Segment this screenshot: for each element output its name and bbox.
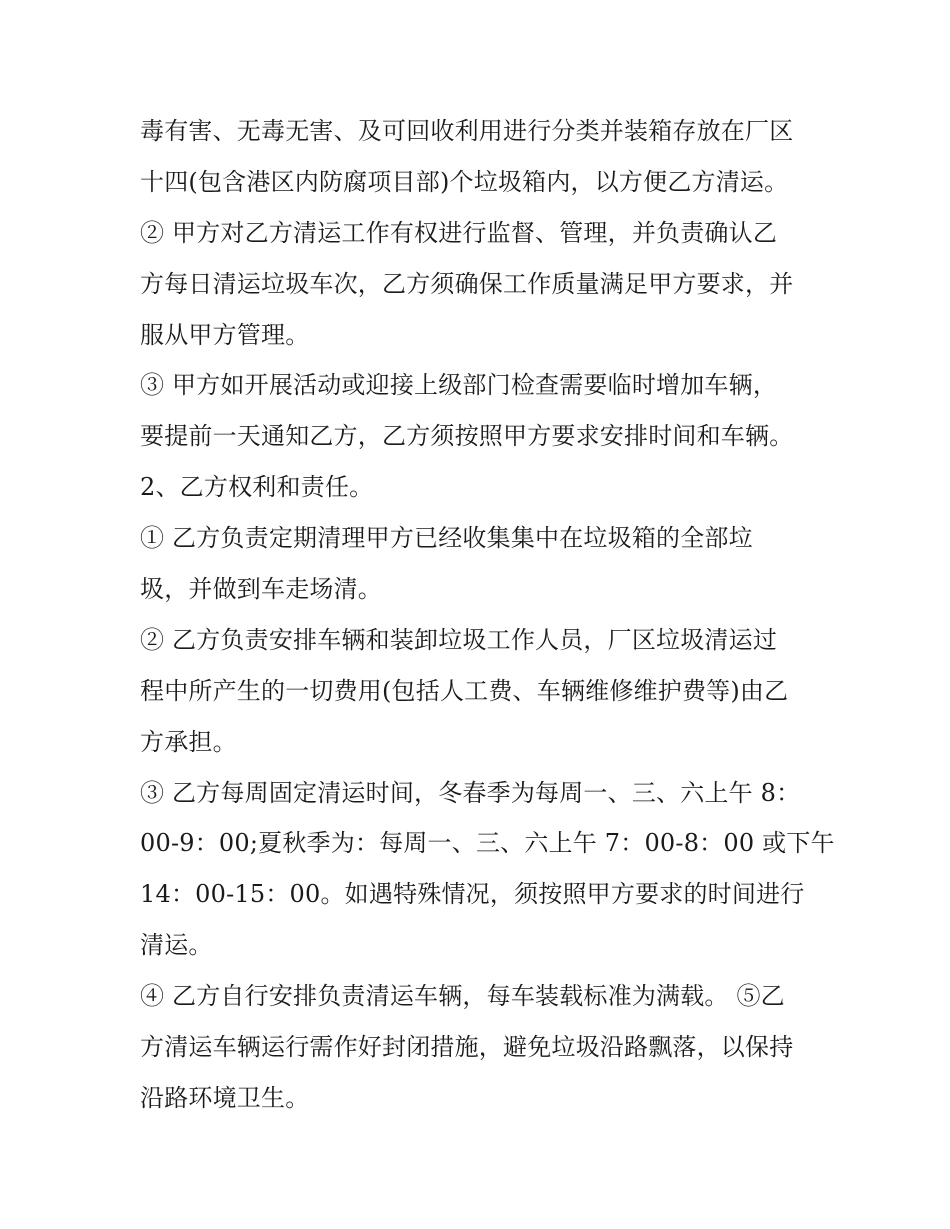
text-line: 14：00-15：00。如遇特殊情况，须按照甲方要求的时间进行 <box>140 880 805 909</box>
text-line: ③ 甲方如开展活动或迎接上级部门检查需要临时增加车辆， <box>140 371 778 400</box>
text-line: 毒有害、无毒无害、及可回收利用进行分类并装箱存放在厂区 <box>140 117 794 145</box>
text-line: ③ 乙方每周固定清运时间，冬春季为每周一、三、六上午 8： <box>140 778 801 807</box>
text-line: ② 乙方负责安排车辆和装卸垃圾工作人员，厂区垃圾清运过 <box>140 625 778 654</box>
text-line: ④ 乙方自行安排负责清运车辆，每车装载标准为满载。 ⑤乙 <box>140 982 785 1011</box>
text-line: 清运。 <box>140 931 213 960</box>
text-line: 沿路环境卫生。 <box>140 1083 310 1112</box>
text-line: 十四(包含港区内防腐项目部)个垃圾箱内，以方便乙方清运。 <box>140 167 789 196</box>
body-text <box>140 106 835 1124</box>
text-line: 服从甲方管理。 <box>140 320 310 349</box>
section-heading: 2、乙方权利和责任。 <box>140 473 374 502</box>
text-line: 要提前一天通知乙方，乙方须按照甲方要求安排时间和车辆。 <box>140 422 794 451</box>
text-line: 00-9：00;夏秋季为：每周一、三、六上午 7：00-8：00 或下午 <box>140 829 835 858</box>
text-line: 方承担。 <box>140 727 237 756</box>
text-line: ② 甲方对乙方清运工作有权进行监督、管理，并负责确认乙 <box>140 218 778 247</box>
text-line: 方每日清运垃圾车次，乙方须确保工作质量满足甲方要求，并 <box>140 269 794 298</box>
text-line: ① 乙方负责定期清理甲方已经收集集中在垃圾箱的全部垃 <box>140 524 753 553</box>
text-line: 方清运车辆运行需作好封闭措施，避免垃圾沿路飘落，以保持 <box>140 1033 794 1062</box>
text-line: 程中所产生的一切费用(包括人工费、车辆维修维护费等)由乙 <box>140 676 789 705</box>
text-line: 圾，并做到车走场清。 <box>140 575 382 604</box>
